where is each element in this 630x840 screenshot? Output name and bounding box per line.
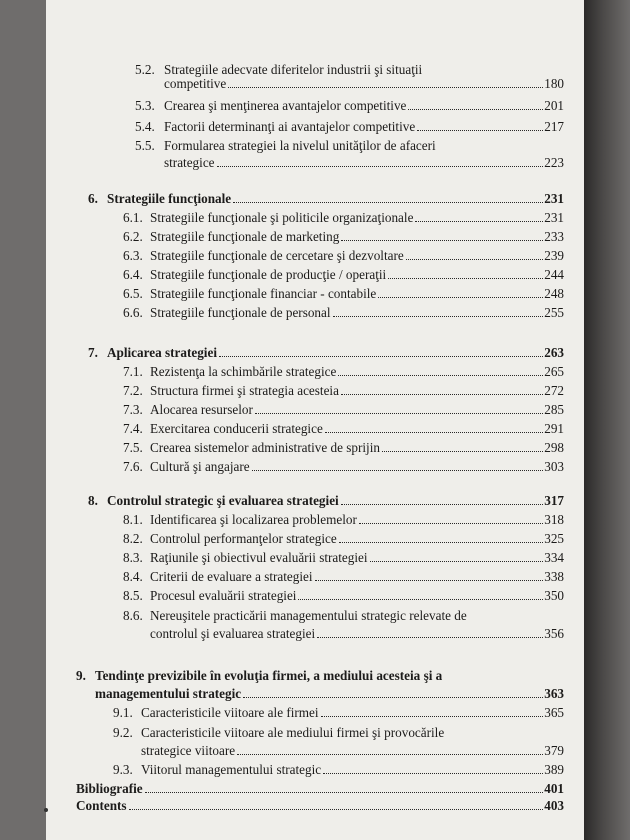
chapter-title: Bibliografie — [76, 781, 143, 796]
toc-title: Cultură şi angajare — [150, 459, 250, 474]
chapter-number: 9. — [76, 668, 86, 683]
toc-entry — [150, 210, 564, 226]
toc-page: 401 — [544, 781, 564, 796]
toc-chapter — [107, 191, 564, 207]
toc-entry — [150, 286, 564, 302]
toc-entry — [164, 76, 564, 92]
toc-page: 350 — [544, 588, 564, 603]
leader-dots — [317, 637, 543, 638]
leader-dots — [415, 221, 543, 222]
toc-number: 6.2. — [123, 229, 143, 244]
toc-chapter — [76, 781, 564, 797]
toc-page: 338 — [544, 569, 564, 584]
toc-title: Viitorul managementului strategic — [141, 762, 322, 777]
toc-entry — [150, 569, 564, 585]
toc-title: Strategiile funcţionale de cercetare şi dezvoltare — [150, 248, 404, 263]
chapter-title: Strategiile funcţionale — [107, 191, 232, 206]
toc-line: Strategiile adecvate diferitelor industrii şi situaţii — [164, 62, 423, 77]
toc-number: 8.4. — [123, 569, 143, 584]
chapter-number: 8. — [88, 493, 98, 508]
toc-entry — [150, 402, 564, 418]
leader-dots — [255, 413, 543, 414]
leader-dots — [243, 697, 543, 698]
toc-number: 7.5. — [123, 440, 143, 455]
leader-dots — [341, 240, 543, 241]
toc-entry — [141, 762, 564, 778]
leader-dots — [370, 561, 544, 562]
toc-page: 303 — [544, 459, 564, 474]
leader-dots — [252, 470, 544, 471]
toc-page: 223 — [544, 155, 564, 170]
toc-entry — [150, 383, 564, 399]
toc-title: competitive — [164, 76, 227, 91]
toc-title: Raţiunile şi obiectivul evaluării strategiei — [150, 550, 368, 565]
toc-number: 6.3. — [123, 248, 143, 263]
toc-number: 5.3. — [135, 98, 155, 113]
toc-page: 244 — [544, 267, 564, 282]
toc-number: 8.5. — [123, 588, 143, 603]
toc-page: 389 — [544, 762, 564, 777]
toc-number: 8.1. — [123, 512, 143, 527]
toc-entry — [141, 743, 564, 759]
toc-number: 5.5. — [135, 138, 155, 153]
leader-dots — [129, 809, 544, 810]
toc-number: 6.6. — [123, 305, 143, 320]
toc-number: 7.4. — [123, 421, 143, 436]
toc-title: Strategiile funcţionale de personal — [150, 305, 331, 320]
chapter-title: Controlul strategic şi evaluarea strategiei — [107, 493, 339, 508]
toc-entry — [150, 305, 564, 321]
toc-entry — [150, 626, 564, 642]
toc-page: 298 — [544, 440, 564, 455]
toc-page: 217 — [544, 119, 564, 134]
toc-entry — [150, 459, 564, 475]
toc-page: 285 — [544, 402, 564, 417]
toc-entry — [150, 512, 564, 528]
toc-number: 9.2. — [113, 725, 133, 740]
leader-dots — [228, 87, 543, 88]
toc-entry — [150, 550, 564, 566]
leader-dots — [341, 394, 543, 395]
leader-dots — [338, 375, 543, 376]
toc-page: 325 — [544, 531, 564, 546]
toc-title: Factorii determinanţi ai avantajelor competitive — [164, 119, 416, 134]
toc-number: 6.5. — [123, 286, 143, 301]
toc-entry — [150, 588, 564, 604]
toc-page: 255 — [544, 305, 564, 320]
toc-title: Strategiile funcţionale şi politicile organizaţionale — [150, 210, 414, 225]
leader-dots — [341, 504, 544, 505]
toc-number: 6.1. — [123, 210, 143, 225]
chapter-title: Contents — [76, 798, 127, 813]
leader-dots — [323, 773, 543, 774]
toc-page: 272 — [544, 383, 564, 398]
toc-title: controlul şi evaluarea strategiei — [150, 626, 316, 641]
chapter-title: Aplicarea strategiei — [107, 345, 217, 360]
leader-dots — [315, 580, 544, 581]
toc-entry — [164, 98, 564, 114]
toc-title: Controlul performanţelor strategice — [150, 531, 337, 546]
toc-page: 334 — [544, 550, 564, 565]
toc-page: 363 — [544, 686, 564, 701]
table-of-contents — [46, 0, 584, 840]
toc-line: Caracteristicile viitoare ale mediului firmei şi provocările — [141, 725, 445, 740]
leader-dots — [339, 542, 543, 543]
toc-number: 9.1. — [113, 705, 133, 720]
toc-page: 365 — [544, 705, 564, 720]
toc-title: Rezistenţa la schimbările strategice — [150, 364, 337, 379]
toc-title: Crearea sistemelor administrative de sprijin — [150, 440, 380, 455]
leader-dots — [382, 451, 543, 452]
toc-line: Formularea strategiei la nivelul unităţilor de afaceri — [164, 138, 436, 153]
toc-title: Strategiile funcţionale de producţie / operaţii — [150, 267, 387, 282]
toc-chapter — [95, 686, 564, 702]
book-page — [46, 0, 584, 840]
leader-dots — [359, 523, 543, 524]
toc-title: Identificarea şi localizarea problemelor — [150, 512, 357, 527]
toc-entry — [141, 705, 564, 721]
toc-number: 8.2. — [123, 531, 143, 546]
toc-number: 8.3. — [123, 550, 143, 565]
toc-entry — [150, 421, 564, 437]
toc-number: 8.6. — [123, 608, 143, 623]
toc-title: Procesul evaluării strategiei — [150, 588, 297, 603]
toc-page: 239 — [544, 248, 564, 263]
page-mark — [44, 808, 48, 812]
leader-dots — [406, 259, 543, 260]
toc-chapter — [107, 493, 564, 509]
toc-page: 231 — [544, 191, 564, 206]
toc-page: 356 — [544, 626, 564, 641]
toc-page: 318 — [544, 512, 564, 527]
toc-page: 265 — [544, 364, 564, 379]
toc-page: 248 — [544, 286, 564, 301]
toc-title: strategice — [164, 155, 215, 170]
toc-title: Structura firmei şi strategia acesteia — [150, 383, 339, 398]
leader-dots — [237, 754, 543, 755]
leader-dots — [388, 278, 543, 279]
toc-entry — [164, 155, 564, 171]
toc-chapter — [76, 798, 564, 814]
leader-dots — [325, 432, 543, 433]
leader-dots — [333, 316, 544, 317]
leader-dots — [219, 356, 543, 357]
toc-entry — [150, 229, 564, 245]
chapter-line: Tendinţe previzibile în evoluţia firmei, a mediului acesteia şi a — [95, 668, 443, 683]
leader-dots — [378, 297, 543, 298]
toc-title: Exercitarea conducerii strategice — [150, 421, 323, 436]
toc-title: Criterii de evaluare a strategiei — [150, 569, 313, 584]
toc-number: 9.3. — [113, 762, 133, 777]
toc-entry — [150, 248, 564, 264]
toc-title: Caracteristicile viitoare ale firmei — [141, 705, 319, 720]
book-spine-shadow — [584, 0, 630, 840]
leader-dots — [298, 599, 543, 600]
toc-number: 7.2. — [123, 383, 143, 398]
leader-dots — [145, 792, 544, 793]
toc-title: Alocarea resurselor — [150, 402, 253, 417]
toc-page: 317 — [544, 493, 564, 508]
toc-entry — [164, 119, 564, 135]
toc-page: 263 — [544, 345, 564, 360]
toc-page: 291 — [544, 421, 564, 436]
chapter-number: 7. — [88, 345, 98, 360]
toc-page: 233 — [544, 229, 564, 244]
leader-dots — [217, 166, 544, 167]
toc-page: 201 — [544, 98, 564, 113]
toc-line: Nereuşitele practicării managementului strategic relevate de — [150, 608, 467, 623]
toc-entry — [150, 267, 564, 283]
toc-entry — [150, 531, 564, 547]
leader-dots — [417, 130, 543, 131]
toc-number: 5.4. — [135, 119, 155, 134]
toc-page: 379 — [544, 743, 564, 758]
leader-dots — [408, 109, 543, 110]
toc-title: Strategiile funcţionale financiar - contabile — [150, 286, 377, 301]
toc-chapter — [107, 345, 564, 361]
chapter-number: 6. — [88, 191, 98, 206]
leader-dots — [321, 716, 544, 717]
toc-page: 180 — [544, 76, 564, 91]
toc-title: Strategiile funcţionale de marketing — [150, 229, 340, 244]
toc-entry — [150, 440, 564, 456]
leader-dots — [233, 202, 543, 203]
toc-number: 7.3. — [123, 402, 143, 417]
toc-number: 7.6. — [123, 459, 143, 474]
toc-page: 403 — [544, 798, 564, 813]
toc-page: 231 — [544, 210, 564, 225]
toc-entry — [150, 364, 564, 380]
toc-number: 7.1. — [123, 364, 143, 379]
toc-title: Crearea şi menţinerea avantajelor competitive — [164, 98, 407, 113]
toc-number: 6.4. — [123, 267, 143, 282]
toc-title: strategice viitoare — [141, 743, 236, 758]
chapter-title: managementului strategic — [95, 686, 242, 701]
toc-number: 5.2. — [135, 62, 155, 77]
